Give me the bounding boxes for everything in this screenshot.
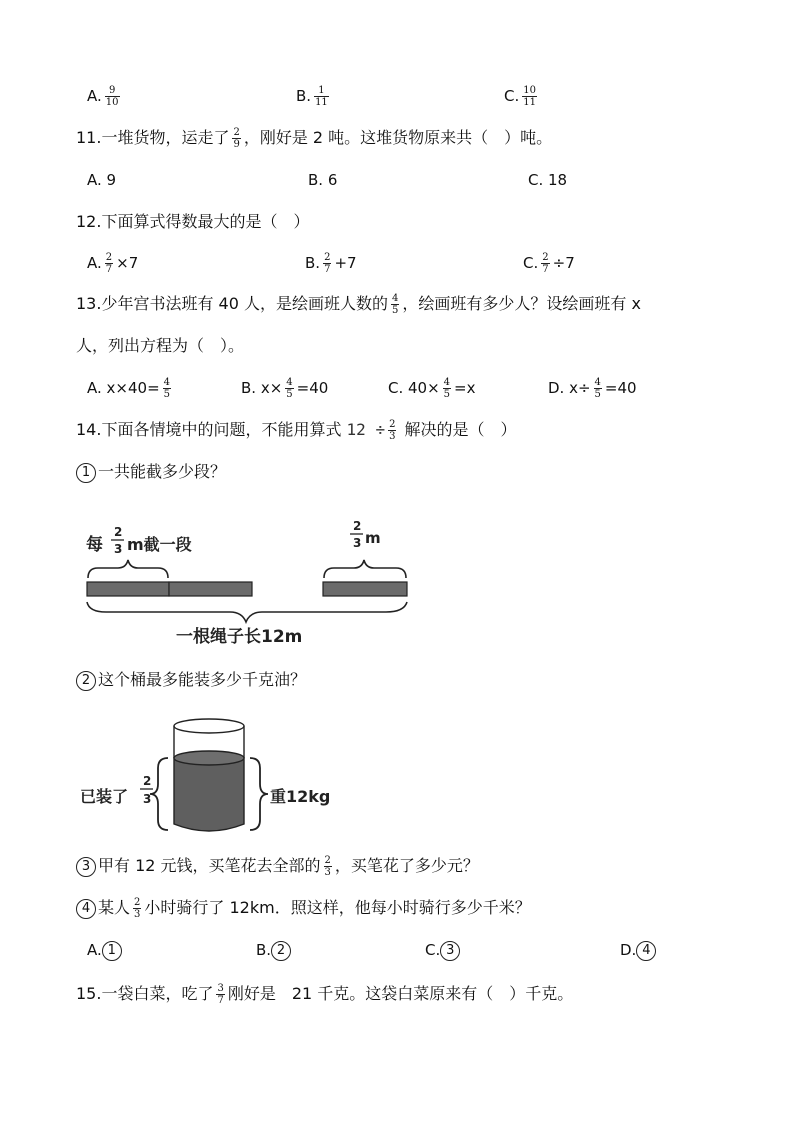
- q13-stem-line2: 人，列出方程为（ ）。: [76, 336, 245, 355]
- rope-brace-bottom-icon: [87, 602, 407, 622]
- circled-number-icon: 1: [102, 941, 122, 961]
- q10-option-a: A. $\frac{9}{10}$: [87, 85, 119, 108]
- rope-label-right-post: m: [365, 529, 381, 547]
- q14-option-c: C. 3: [425, 938, 462, 962]
- q14-stem: 14.下面各情境中的问题，不能用算式 12 ÷ $\frac{2}{3}$ 解决的是（ ）: [76, 419, 517, 442]
- q10-option-b: B. $\frac{1}{11}$: [296, 85, 328, 108]
- q13-option-d: D. x÷ $\frac{4}{5}$ =40: [548, 377, 637, 400]
- q14-situation-2: 2 这个桶最多能装多少千克油？: [76, 668, 306, 692]
- circled-number-icon: 2: [271, 941, 291, 961]
- bucket-rim: [174, 719, 244, 733]
- q11-option-b: B. 6: [308, 171, 338, 189]
- q11-option-c: C. 18: [528, 171, 568, 189]
- rope-segment-1: [87, 582, 169, 596]
- q11-option-a: A. 9: [87, 171, 117, 189]
- q13-option-b: B. x× $\frac{4}{5}$ =40: [241, 377, 329, 400]
- q11-stem: 11.一堆货物，运走了 $\frac{2}{9}$ ，刚好是 2 吨。这堆货物原来共（ ）吨。: [76, 127, 553, 150]
- bucket-brace-right-icon: [250, 758, 268, 830]
- rope-label-right-num: 2: [353, 519, 362, 533]
- q13-option-a: A. x×40= $\frac{4}{5}$: [87, 377, 171, 400]
- circled-number-icon: 2: [76, 671, 96, 691]
- bucket-label-right: 重12kg: [270, 787, 331, 806]
- q14-situation-1: 1 一共能截多少段？: [76, 460, 226, 484]
- bucket-label-left-den: 3: [143, 792, 152, 806]
- q13-stem-line1: 13.少年宫书法班有 40 人，是绘画班人数的 $\frac{4}{5}$ ，绘画班有多少人？设绘画班有 x: [76, 293, 641, 316]
- bucket-label-left-pre: 已装了: [80, 787, 129, 806]
- q12-option-c: C. $\frac{2}{7}$ ÷7: [523, 252, 575, 275]
- q14-situation-4: 4 某人 $\frac{2}{3}$ 小时骑行了 12km．照这样，他每小时骑行多少千米？: [76, 896, 531, 920]
- rope-segment-2: [169, 582, 252, 596]
- rope-label-left-post: m截一段: [127, 535, 192, 554]
- circled-number-icon: 3: [440, 941, 460, 961]
- circled-number-icon: 4: [636, 941, 656, 961]
- circled-number-icon: 4: [76, 899, 96, 919]
- q14-option-a: A. 1: [87, 938, 124, 962]
- q14-option-d: D. 4: [620, 938, 658, 962]
- rope-label-right-den: 3: [353, 536, 362, 550]
- rope-label-left-pre: 每: [86, 535, 103, 555]
- bucket-brace-left-icon: [150, 758, 168, 830]
- rope-brace-right-icon: [324, 560, 406, 578]
- q14-expression: 12 ÷: [346, 420, 386, 439]
- q12-stem: 12.下面算式得数最大的是（ ）: [76, 212, 310, 231]
- bucket-label-left-num: 2: [143, 774, 152, 788]
- bucket-oil-surface: [174, 751, 244, 765]
- bucket-oil-fill: [174, 758, 244, 831]
- q12-option-b: B. $\frac{2}{7}$ +7: [305, 252, 357, 275]
- q15-stem: 15.一袋白菜，吃了 $\frac{3}{7}$ 刚好是 21 千克。这袋白菜原来有（ ）千克。: [76, 983, 574, 1006]
- circled-number-icon: 3: [76, 857, 96, 877]
- q12-option-a: A. $\frac{2}{7}$ ×7: [87, 252, 139, 275]
- circled-number-icon: 1: [76, 463, 96, 483]
- q10-option-c: C. $\frac{10}{11}$: [504, 85, 536, 108]
- rope-diagram: [80, 508, 415, 650]
- q14-situation-3: 3 甲有 12 元钱，买笔花去全部的 $\frac{2}{3}$ ，买笔花了多少元？: [76, 854, 479, 878]
- rope-label-left-den: 3: [114, 542, 123, 556]
- rope-label-left-num: 2: [114, 525, 123, 539]
- q14-option-b: B. 2: [256, 938, 293, 962]
- rope-segment-last: [323, 582, 407, 596]
- rope-brace-left-icon: [88, 560, 168, 578]
- bucket-diagram: [78, 714, 338, 838]
- q13-option-c: C. 40× $\frac{4}{5}$ =x: [388, 377, 476, 400]
- rope-label-bottom: 一根绳子长12m: [176, 627, 303, 647]
